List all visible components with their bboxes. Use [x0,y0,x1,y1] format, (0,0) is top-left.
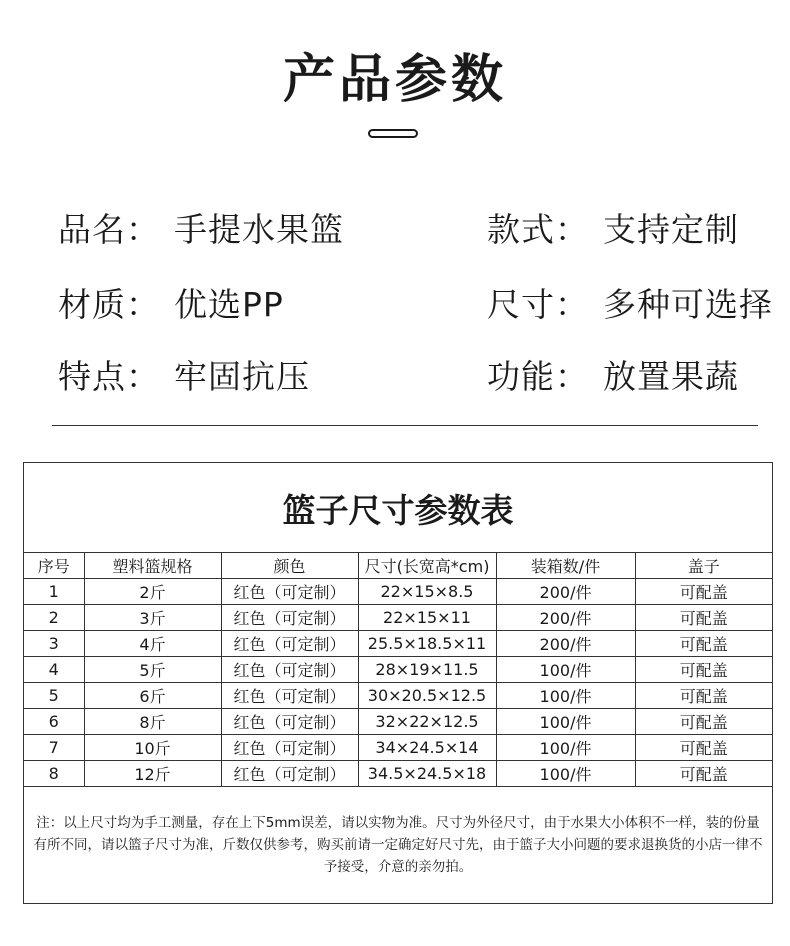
table-cell: 8斤 [84,709,221,735]
spec-value: 优选PP [174,285,284,324]
table-row [24,709,772,735]
table-cell: 22×15×11 [358,605,496,631]
spec-key: 尺寸： [487,285,589,324]
spec-key: 款式： [487,210,589,249]
table-cell: 25.5×18.5×11 [358,631,496,657]
table-cell: 2 [24,605,84,631]
page-title: 产品参数 [282,50,507,110]
table-cell: 8 [24,761,84,787]
spec-value: 支持定制 [603,210,739,249]
spec-value: 放置果蔬 [603,357,739,396]
spec-material [58,285,284,325]
table-row [24,761,772,787]
spec-value: 牢固抗压 [174,357,310,396]
table-cell: 1 [24,579,84,605]
table-cell: 10斤 [84,735,221,761]
table-cell: 100/件 [496,735,635,761]
spec-key: 品名： [58,210,160,249]
table-cell: 红色（可定制） [221,657,358,683]
table-cell: 100/件 [496,657,635,683]
disclaimer-note: 注：以上尺寸均为手工测量，存在上下5mm误差，请以实物为准。尺寸为外径尺寸，由于水果大小体积不一样，装的份量有所不同，请以篮子尺寸为准，斤数仅供参考，购买前请一定确定好尺寸先，由于篮子大小问题的要求退换货的小店一律不予接受，介意的亲勿拍。 [33,815,763,875]
table-cell: 32×22×12.5 [358,709,496,735]
spec-name [58,210,344,250]
table-cell: 红色（可定制） [221,605,358,631]
table-cell: 34.5×24.5×18 [358,761,496,787]
table-cell: 34×24.5×14 [358,735,496,761]
table-cell: 6斤 [84,683,221,709]
table-cell: 12斤 [84,761,221,787]
table-cell: 可配盖 [635,579,772,605]
header-cell: 序号 [24,553,84,579]
size-table [24,552,772,787]
table-cell: 100/件 [496,709,635,735]
spec-key: 功能： [487,357,589,396]
table-cell: 200/件 [496,605,635,631]
spec-value: 多种可选择 [603,285,773,324]
table-cell: 30×20.5×12.5 [358,683,496,709]
spec-value: 手提水果篮 [174,210,344,249]
spec-style [487,210,739,250]
table-cell: 22×15×8.5 [358,579,496,605]
table-cell: 可配盖 [635,605,772,631]
table-cell: 红色（可定制） [221,631,358,657]
header-cell: 装箱数/件 [496,553,635,579]
title-divider-pill [368,129,418,138]
spec-key: 特点： [58,357,160,396]
table-title: 篮子尺寸参数表 [282,491,514,530]
table-cell: 5 [24,683,84,709]
table-cell: 红色（可定制） [221,683,358,709]
table-cell: 红色（可定制） [221,735,358,761]
table-cell: 200/件 [496,579,635,605]
spec-function [487,357,739,397]
table-row [24,657,772,683]
header-cell: 颜色 [221,553,358,579]
table-cell: 可配盖 [635,709,772,735]
table-cell: 100/件 [496,761,635,787]
header-cell: 尺寸(长宽高*cm) [358,553,496,579]
table-cell: 红色（可定制） [221,579,358,605]
table-cell: 可配盖 [635,761,772,787]
table-cell: 红色（可定制） [221,761,358,787]
header-cell: 塑料篮规格 [84,553,221,579]
table-cell: 3 [24,631,84,657]
table-row [24,605,772,631]
table-cell: 100/件 [496,683,635,709]
table-cell: 可配盖 [635,683,772,709]
header-cell: 盖子 [635,553,772,579]
table-cell: 7 [24,735,84,761]
section-divider [52,425,758,426]
table-cell: 4斤 [84,631,221,657]
table-cell: 200/件 [496,631,635,657]
table-cell: 5斤 [84,657,221,683]
size-table-panel [23,462,773,904]
table-cell: 4 [24,657,84,683]
table-row [24,631,772,657]
table-cell: 红色（可定制） [221,709,358,735]
spec-size [487,285,773,325]
table-row [24,579,772,605]
table-cell: 28×19×11.5 [358,657,496,683]
table-cell: 2斤 [84,579,221,605]
spec-feature [58,357,310,397]
table-cell: 可配盖 [635,657,772,683]
table-row [24,735,772,761]
table-header-row [24,553,772,579]
table-cell: 3斤 [84,605,221,631]
table-cell: 6 [24,709,84,735]
table-cell: 可配盖 [635,631,772,657]
table-cell: 可配盖 [635,735,772,761]
table-row [24,683,772,709]
spec-key: 材质： [58,285,160,324]
